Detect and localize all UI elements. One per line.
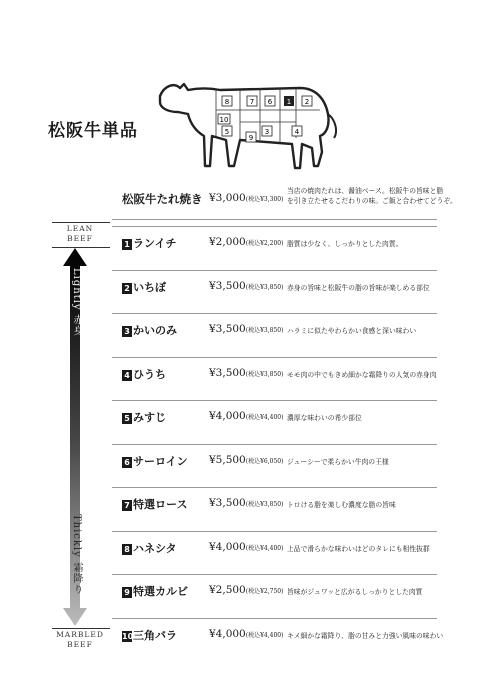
- cut-label: 4: [294, 128, 300, 136]
- menu-item-price: ¥3,500(税込¥3,850): [209, 366, 284, 379]
- lean-beef-label: LEAN BEEF: [66, 224, 94, 243]
- item-number-badge: 1: [122, 239, 132, 250]
- row-divider: [112, 444, 437, 445]
- menu-item-description: 旨味がジュワッと広がるしっかりとした肉質: [287, 588, 423, 596]
- menu-item-label: かいのみ: [133, 324, 177, 337]
- menu-item-label: 特選ロース: [133, 498, 188, 511]
- row-divider: [112, 487, 437, 488]
- row-divider: [112, 574, 437, 575]
- row-divider: [112, 313, 437, 314]
- menu-item-price: ¥3,500(税込¥3,850): [209, 323, 284, 335]
- marbled-beef-label: MARBLED BEEF: [56, 630, 104, 649]
- menu-item-label: みすじ: [133, 411, 166, 424]
- menu-item-name: [122, 366, 166, 382]
- menu-item-name: [122, 496, 187, 512]
- item-number-badge: 10: [122, 631, 134, 641]
- menu-item-description: キメ細かな霜降り、脂の甘みと力強い風味の味わい: [287, 631, 444, 640]
- menu-item-label: サーロイン: [133, 454, 188, 468]
- menu-item-description: トロける脂を楽しむ濃度な脂の旨味: [287, 501, 396, 509]
- item-number-badge: 6: [122, 457, 132, 468]
- menu-item-description: 上品で滑らかな味わいはどのタレにも相性抜群: [287, 544, 430, 553]
- row-divider: [112, 270, 437, 271]
- row-divider: [112, 357, 437, 358]
- item-number-badge: 8: [122, 544, 132, 555]
- menu-item-price: ¥3,500(税込¥3,850): [209, 279, 284, 292]
- row-divider: [112, 531, 437, 532]
- menu-item-name: [122, 409, 166, 425]
- cut-label: 3: [264, 128, 270, 136]
- menu-item-description: 濃厚な味わいの希少部位: [287, 414, 362, 422]
- menu-item-description: ハラミに似たやわらかい食感と深い味わい: [287, 327, 417, 335]
- row-divider: [112, 618, 437, 619]
- item-number-badge: 5: [122, 413, 132, 424]
- cut-label: 9: [248, 134, 254, 142]
- menu-item-price: ¥4,000(税込¥4,400): [209, 627, 284, 640]
- menu-item-name: [122, 453, 188, 469]
- menu-item-price: ¥5,500(税込¥6,050): [209, 453, 284, 466]
- featured-name: 松阪牛たれ焼き: [122, 192, 203, 206]
- menu-item-label: 特選カルビ: [133, 585, 188, 598]
- divider: [52, 222, 110, 223]
- menu-item-label: ひうち: [133, 367, 166, 381]
- row-divider: [112, 400, 437, 401]
- divider: [52, 628, 110, 629]
- menu-item-name: [122, 322, 177, 338]
- menu-item-label: ハネシタ: [133, 541, 177, 555]
- cut-label: 5: [224, 128, 230, 136]
- menu-item-name: [122, 540, 177, 556]
- menu-item-description: ジューシーで柔らかい牛肉の王様: [287, 457, 389, 466]
- menu-item-name: [122, 583, 188, 599]
- menu-item-label: ランイチ: [133, 237, 177, 250]
- page-title: 松阪牛単品: [48, 121, 138, 141]
- item-number-badge: 4: [122, 370, 132, 381]
- featured-description: 当店の焼肉たれは、醤油ベース。松阪牛の旨味と脂 を引き立たせるこだわりの味。ご飯と合わせてどうぞ。: [287, 187, 457, 205]
- menu-item-price: ¥2,500(税込¥2,750): [209, 584, 284, 596]
- item-number-badge: 2: [122, 283, 132, 294]
- menu-item-label: いちぼ: [133, 280, 166, 294]
- lightly-label: Lightly 赤身: [71, 268, 82, 337]
- menu-item-name: [122, 627, 177, 643]
- cut-label: 8: [224, 98, 230, 106]
- menu-item-price: ¥4,000(税込¥4,400): [209, 540, 284, 553]
- menu-item-description: モモ肉の中でもきめ細かな霜降りの人気の赤身肉: [287, 370, 437, 379]
- menu-item-price: ¥3,500(税込¥3,850): [209, 497, 284, 509]
- item-number-badge: 7: [122, 500, 132, 511]
- menu-item-description: 赤身の旨味と松阪牛の脂の旨味が楽しめる部位: [287, 283, 430, 292]
- menu-item-label: 三角バラ: [133, 628, 177, 642]
- menu-item-price: ¥4,000(税込¥4,400): [209, 410, 284, 422]
- featured-price: ¥3,000(税込¥3,300): [209, 192, 284, 204]
- item-number-badge: 9: [122, 587, 132, 598]
- menu-item-name: [122, 279, 166, 295]
- beef-cuts-diagram: [150, 74, 340, 184]
- cut-label: 6: [267, 98, 273, 106]
- row-divider: [112, 219, 437, 220]
- menu-item-description: 脂質は少なく、しっかりとした肉質。: [287, 240, 403, 248]
- item-number-badge: 3: [122, 326, 132, 337]
- cut-label: 1: [286, 98, 292, 106]
- cut-label: 2: [304, 98, 310, 106]
- row-divider: [112, 226, 437, 227]
- menu-item-price: ¥2,000(税込¥2,200): [209, 236, 284, 248]
- thickly-label: Thickly 霜降り: [71, 514, 82, 595]
- menu-item-name: [122, 235, 176, 251]
- cut-label: 10: [219, 116, 229, 124]
- cut-label: 7: [249, 98, 255, 106]
